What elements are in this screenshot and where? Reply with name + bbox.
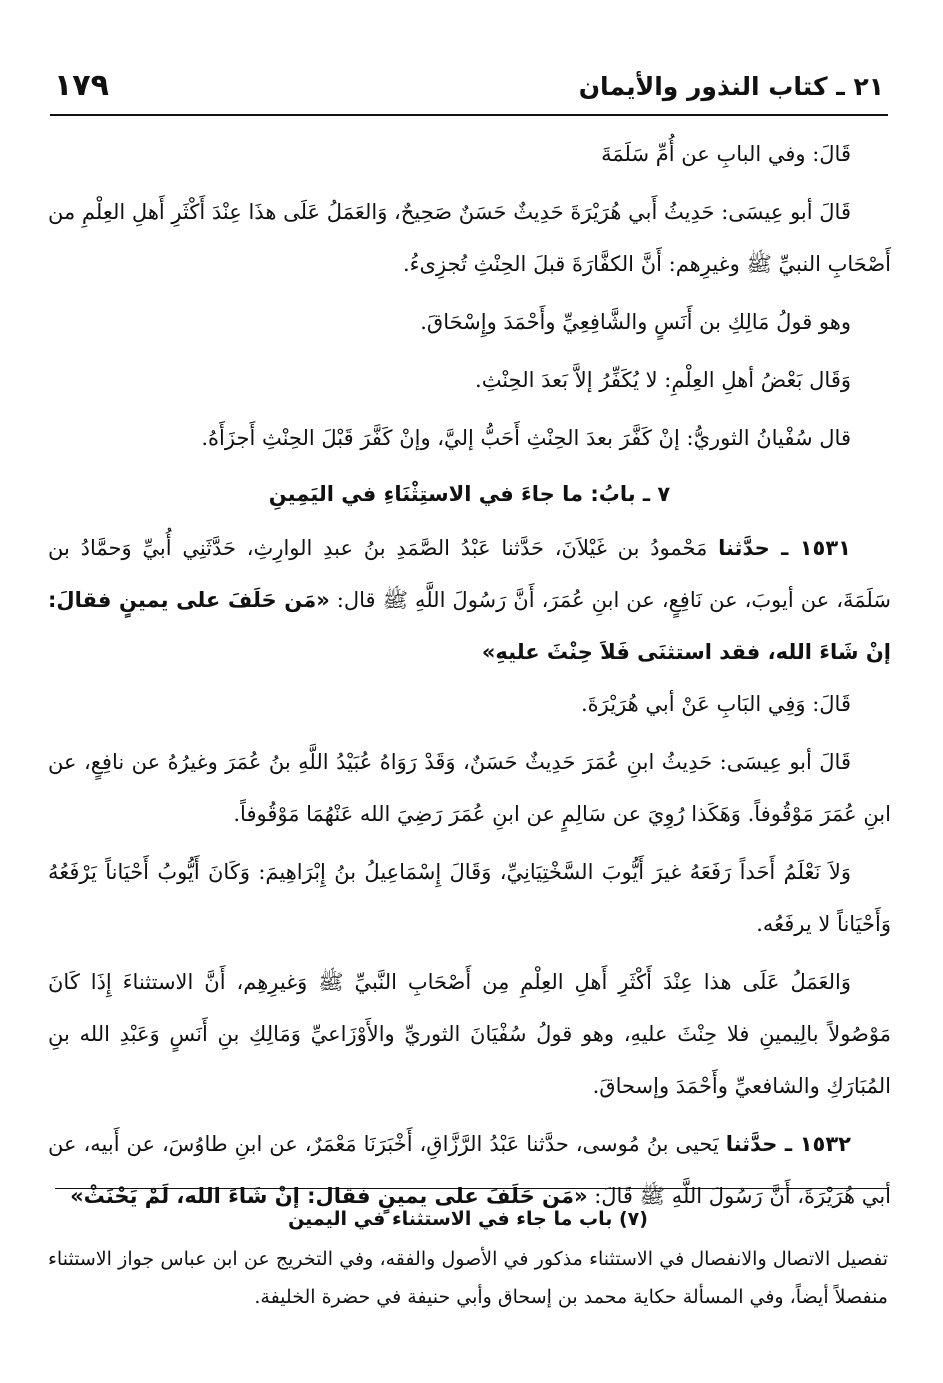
footnote-text: تفصيل الاتصال والانفصال في الاستثناء مذكور في الأصول والفقه، وفي التخريج عن ابن عباس جواز الاستثناء منفصلاً أيضاً، وفي المسألة حكاية محمد بن إسحاق وأبي حنيفة في حضرة الخليفة. [48,1248,888,1308]
chapter-heading: ٧ ـ بابُ: ما جاءَ في الاستِثْنَاءِ في اليَمِينِ [268,482,671,506]
page-header [50,62,888,116]
paragraph: قَالَ أبو عِيسَى: حَدِيثُ ابنِ عُمَرَ حَدِيثٌ حَسَنٌ، وَقَدْ رَوَاهُ عُبَيْدُ اللَّهِ بنُ عُمَرَ وغيرُهُ عن نافِعٍ، عن ابنِ عُمَرَ مَوْقُوفاً. وَهَكَذا رُوِيَ عن سَالِمٍ عن ابنِ عُمَرَ رَضِيَ الله عَنْهُمَا مَوْقُوفاً. [48,750,891,826]
paragraph: وَالعَمَلُ عَلَى هذا عِنْدَ أَكْثَرِ أَهلِ العِلْمِ مِن أَصْحَابِ النَّبيِّ ﷺ وَغيرِهِم، أَنَّ الاستثناءَ إِذَا كَانَ مَوْصُولاً بالِيمينِ فلا حِنْثَ عليهِ، وهو قولُ سُفْيَانَ الثوريِّ والأَوْزَاعيِّ وَمَالِكِ بنِ أَنَسٍ وَعَبْدِ الله بنِ المُبَارَكِ والشافعيِّ وأَحْمَدَ وإسحاقَ. [48,970,891,1098]
paragraph: وَقَال بَعْضُ أهلِ العِلْمِ: لا يُكَفِّرُ إلاَّ بَعدَ الحِنْثِ. [475,368,851,392]
paragraph: وهو قولُ مَالِكِ بن أَنَسٍ والشَّافِعِيِّ وأَحْمَدَ وإِسْحَاقَ. [420,310,851,334]
hadith-number: ١٥٣٢ ـ حدَّثنا [725,1132,851,1156]
hadith-1531 [48,522,891,678]
hadith-matn: «مَن حَلَفَ على يمينٍ فقال: إنْ شَاءَ الله، لَمْ يَحْنَثْ» [70,1184,588,1208]
paragraph: وَلاَ نَعْلَمُ أَحَداً رَفَعَهُ غيرَ أَيُّوبَ السَّخْتِيَانِيِّ، وَقَالَ إِسْمَاعِيلُ بنُ إِبْرَاهِيمَ: وَكَانَ أَيُّوبُ أَحْيَاناً يَرْفَعُهُ وَأَحْيَاناً لا يرفَعُه. [48,860,891,936]
hadith-matn: «مَن حَلَفَ على يمينٍ فقالَ: إنْ شَاءَ الله، فقد استثنَى فَلاَ حِنْثَ عليهِ» [48,588,891,664]
hadith-number: ١٥٣١ ـ حدَّثنا [718,536,851,560]
footnote [48,1200,888,1316]
paragraph: قَالَ: وفي البابِ عن أُمِّ سَلَمَةَ [601,142,851,166]
footnote-divider [55,1188,888,1189]
paragraph: قال سُفْيانُ الثوريُّ: إنْ كَفَّرَ بعدَ الحِنْثِ أَحَبُّ إليَّ، وإنْ كَفَّرَ قَبْلَ الحِنْثِ أَجزَأَهُ. [201,426,851,450]
running-title: ٢١ ـ كتاب النذور والأيمان [578,72,884,101]
hadith-isnad: يَحيى بنُ مُوسى، حدَّثنا عَبْدُ الرَّزَّاقِ، أَخْبَرَنَا مَعْمَرٌ، عن ابنِ طاوُسَ، عن أَبيه، عن أبي هُرَيْرَةَ، أَنَّ رَسُولَ اللَّهِ ﷺ قَالَ: [48,1132,891,1208]
hadith-isnad: مَحْمودُ بن غَيْلاَنَ، حَدَّثنا عَبْدُ الصَّمَدِ بنُ عبدِ الوارِثِ، حَدَّثَنِي أُبيِّ وَحمَّادُ بن سَلَمَةَ، عن أيوبَ، عن نَافِعٍ، عن ابنِ عُمَرَ، أَنَّ رَسُولَ اللَّهِ ﷺ قال: [48,536,891,612]
main-text [48,128,891,1222]
footnote-title: (٧) باب ما جاء في الاستثناء في اليمين [288,1208,648,1230]
page-number: ١٧٩ [54,68,109,103]
paragraph: قَالَ أبو عِيسَى: حَدِيثُ أَبي هُرَيْرَةَ حَدِيثٌ حَسَنٌ صَحِيحٌ، وَالعَمَلُ عَلَى هذَا عِنْدَ أَكْثَرِ أَهلِ العِلْمِ من أَصْحَابِ النبيِّ ﷺ وغيرِهم: أَنَّ الكفَّارَةَ قبلَ الحِنْثِ تُجزِىءُ. [48,200,891,276]
paragraph: قَالَ: وَفِي البَابِ عَنْ أبي هُرَيْرَةَ. [580,692,851,716]
